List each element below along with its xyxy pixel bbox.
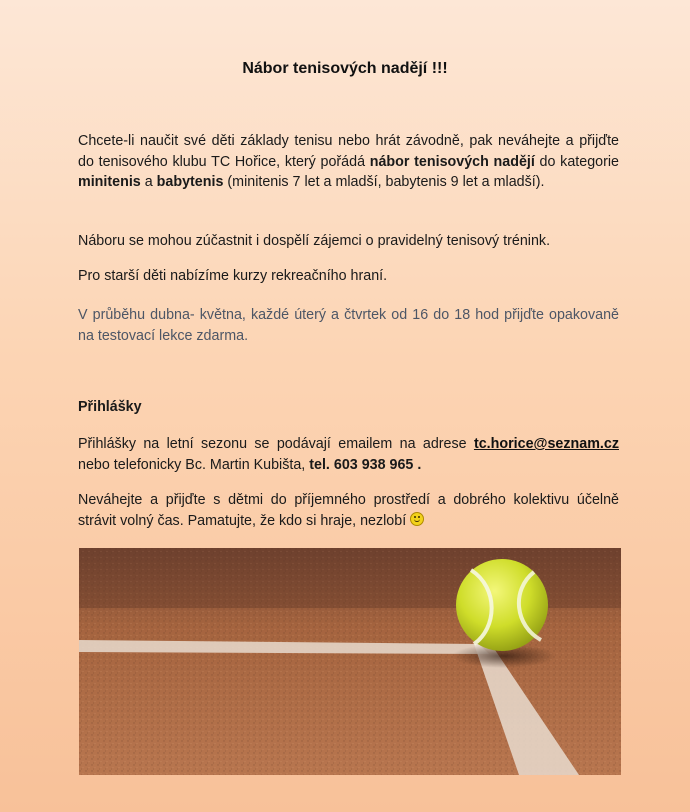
smiley-icon [410,512,424,526]
closing-text: Neváhejte a přijďte s dětmi do příjemného prostředí a dobrého kolektivu účelně strávit volný čas. Pamatujte, že kdo si hraje, nezlobí [78,492,619,529]
tennis-ball-on-clay-court-icon [79,548,621,775]
intro-bold-minitenis: minitenis [78,174,141,190]
older-kids-paragraph: Pro starší děti nabízíme kurzy rekreačního hraní. [78,268,388,284]
intro-text-1: Chcete-li naučit své děti základy tenisu nebo hrát závodně, pak neváhejte a přijďte do tenisového klubu TC Hořice, který pořádá [78,133,619,170]
intro-paragraph [78,131,619,193]
intro-bold-babytenis: babytenis [156,174,224,190]
registration-text-2: nebo telefonicky Bc. Martin Kubišta, [78,456,310,473]
adults-paragraph: Náboru se mohou zúčastnit i dospělí zájemci o pravidelný tenisový trénink. [78,233,551,249]
registration-text-1: Přihlášky na letní sezonu se podávají emailem na adrese [78,436,474,452]
schedule-paragraph: V průběhu dubna- května, každé úterý a čtvrtek od 16 do 18 hod přijďte opakovaně na testovací lekce zdarma. [78,307,619,344]
page-title: Nábor tenisových nadějí !!! [242,60,448,77]
phone-number: tel. 603 938 965 . [309,456,422,473]
tennis-ball-image [79,548,621,775]
closing-paragraph [78,490,619,531]
email-link[interactable]: tc.horice@seznam.cz [473,436,619,452]
section-heading-prihlasky: Přihlášky [78,399,142,415]
intro-bold-nabor: nábor tenisových nadějí [369,153,535,170]
registration-paragraph [78,434,619,475]
intro-text-2: do kategorie [534,153,619,170]
intro-text-4: (minitenis 7 let a mladší, babytenis 9 let a mladší). [223,174,545,190]
intro-text-3: a [140,174,157,190]
